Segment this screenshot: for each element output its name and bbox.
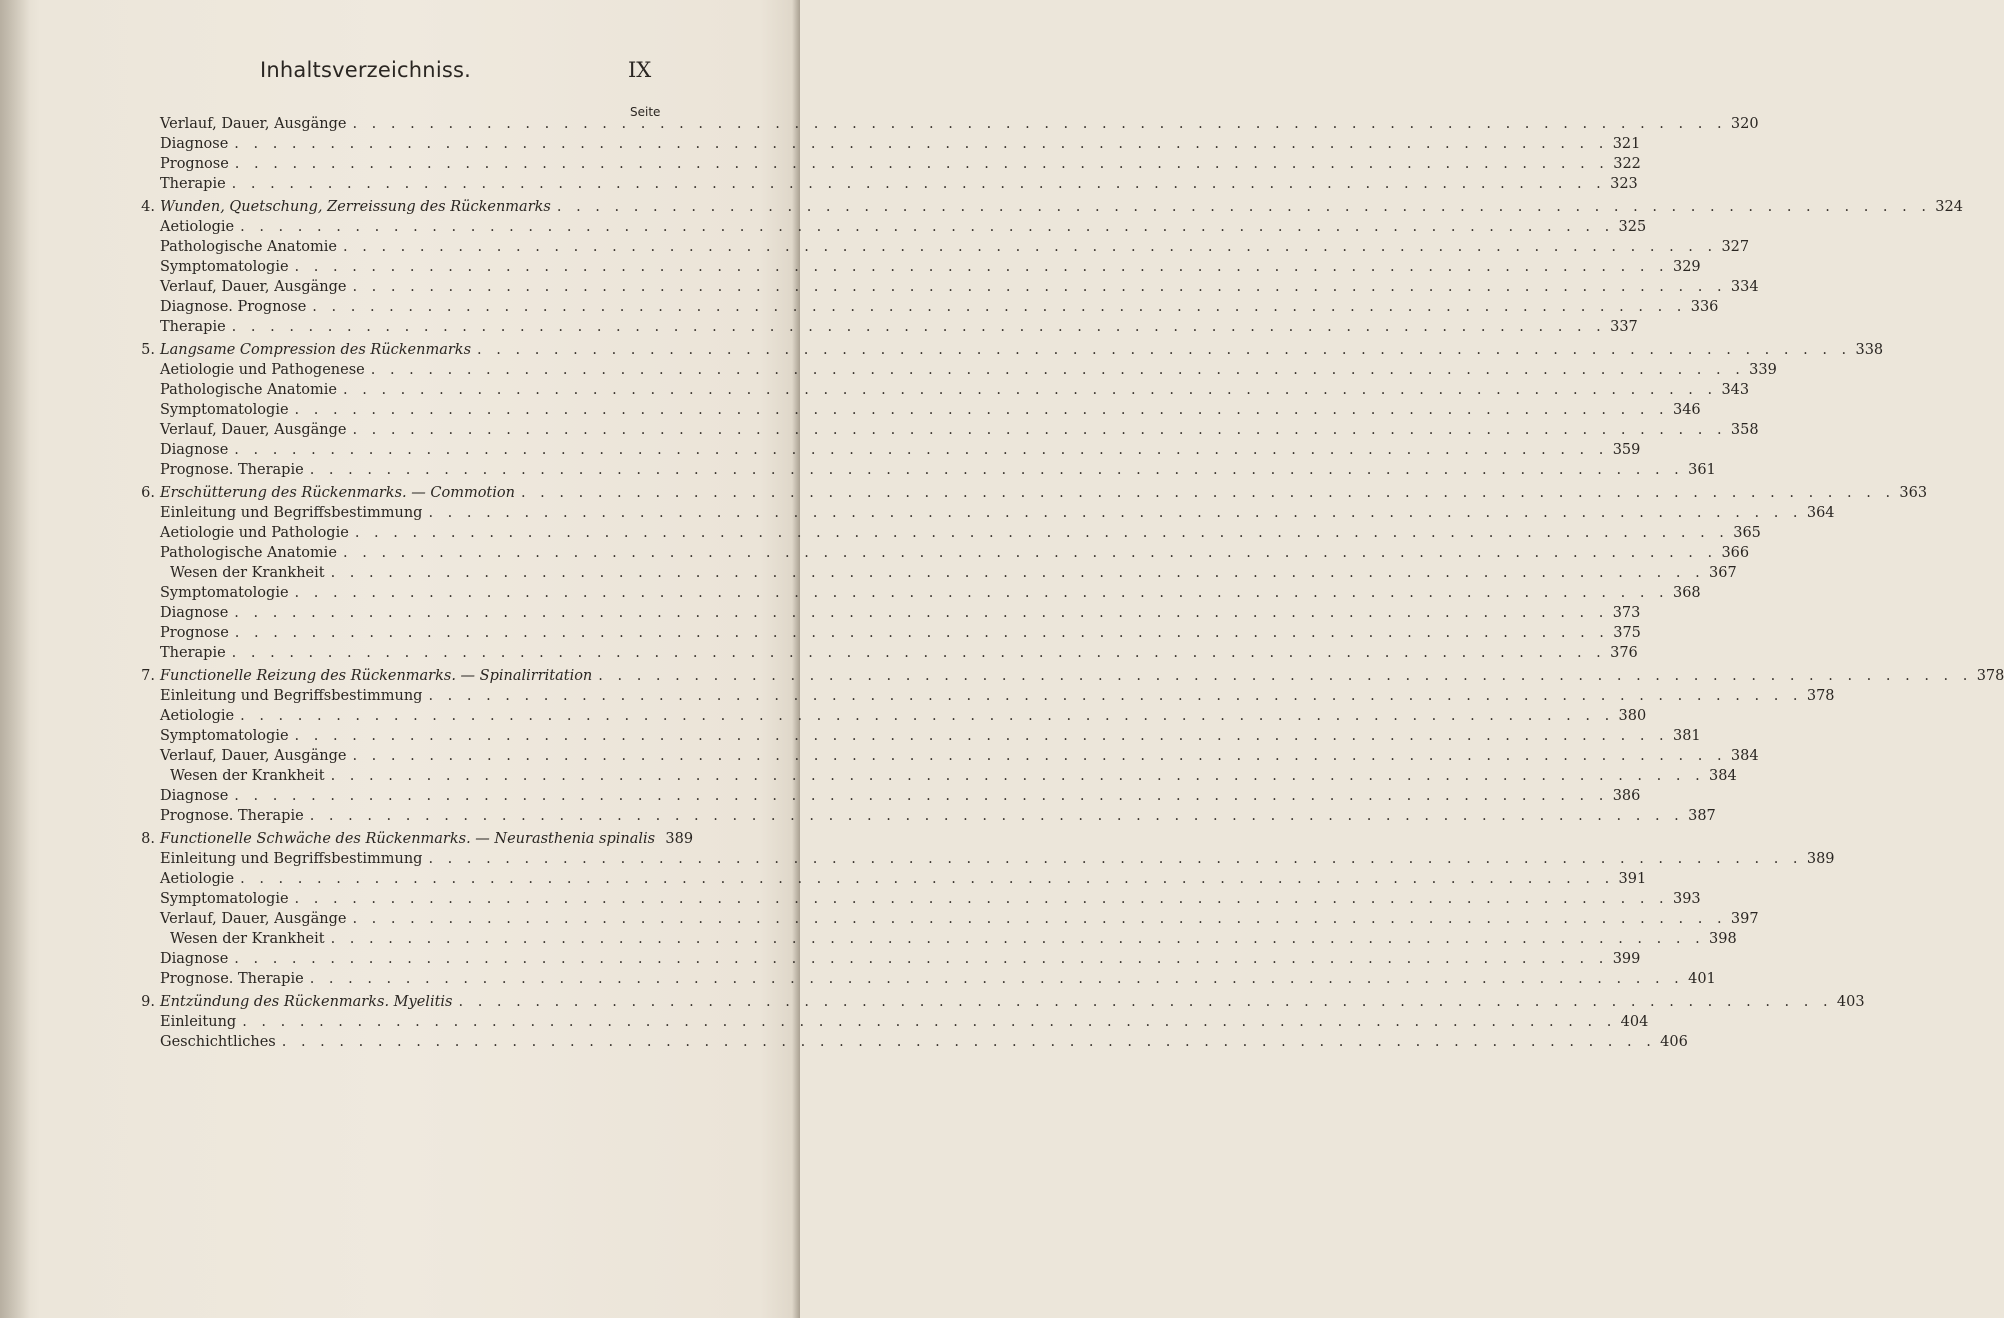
leader-dots [235, 625, 1609, 641]
entry-label: Wesen der Krankheit [170, 768, 325, 784]
entry-page-number: 376 [1610, 645, 1638, 661]
leader-dots [331, 768, 1705, 784]
toc-entry [135, 851, 1835, 871]
entry-label: Therapie [160, 645, 226, 661]
toc-section-entry [135, 342, 1884, 362]
entry-label: Verlauf, Dauer, Ausgänge [160, 279, 347, 295]
entry-label: Symptomatologie [160, 728, 289, 744]
toc-entry [135, 545, 1750, 565]
leader-dots [295, 585, 1669, 601]
leader-dots [428, 688, 1802, 704]
entry-label: Entzündung des Rückenmarks. Myelitis [160, 994, 453, 1010]
leader-dots [234, 605, 1608, 621]
entry-page-number: 359 [1612, 442, 1641, 458]
toc-section-entry [135, 831, 694, 851]
entry-label: Erschütterung des Rückenmarks. — Commotion [160, 485, 515, 501]
entry-label: Prognose. Therapie [160, 808, 304, 824]
entry-page-number: 334 [1730, 279, 1759, 295]
leader-dots [234, 136, 1608, 152]
entry-label: Diagnose [160, 605, 229, 621]
entry-label: Symptomatologie [160, 891, 289, 907]
entry-page-number: 403 [1836, 994, 1865, 1010]
page-column-label: Seite [630, 105, 661, 119]
leader-dots [352, 748, 1726, 764]
entry-page-number: 393 [1672, 891, 1701, 907]
entry-label: Diagnose. Prognose [160, 299, 307, 315]
leader-dots [598, 668, 1972, 684]
leader-dots [232, 176, 1606, 192]
leader-dots [343, 239, 1717, 255]
toc-entry [135, 116, 1759, 136]
toc-entry [135, 645, 1638, 665]
toc-entry [135, 708, 1647, 728]
entry-page-number: 373 [1612, 605, 1641, 621]
leader-dots [521, 485, 1895, 501]
page-number: IX [628, 58, 652, 82]
section-number: 4. [141, 199, 155, 215]
leader-dots [331, 565, 1705, 581]
toc-entry [135, 1034, 1688, 1054]
entry-page-number: 366 [1721, 545, 1750, 561]
leader-dots [352, 911, 1726, 927]
entry-label: Prognose [160, 625, 229, 641]
entry-page-number: 399 [1612, 951, 1641, 967]
toc-entry [135, 951, 1641, 971]
entry-page-number: 358 [1730, 422, 1759, 438]
entry-page-number: 367 [1709, 565, 1737, 581]
leader-dots [295, 728, 1669, 744]
entry-page-number: 391 [1618, 871, 1647, 887]
entry-page-number: 387 [1688, 808, 1716, 824]
toc-entry [135, 1014, 1649, 1034]
leader-dots [352, 422, 1726, 438]
leader-dots [235, 156, 1609, 172]
entry-page-number: 321 [1612, 136, 1641, 152]
entry-label: Symptomatologie [160, 402, 289, 418]
leader-dots [295, 891, 1669, 907]
entry-page-number: 327 [1721, 239, 1750, 255]
leader-dots [234, 951, 1608, 967]
toc-entry [135, 259, 1701, 279]
entry-label: Prognose [160, 156, 229, 172]
toc-entry [135, 239, 1750, 259]
leader-dots [477, 342, 1851, 358]
entry-page-number: 378 [1976, 668, 2004, 684]
entry-label: Pathologische Anatomie [160, 545, 338, 561]
entry-page-number: 323 [1610, 176, 1638, 192]
leader-dots [232, 645, 1606, 661]
section-number: 8. [141, 831, 155, 847]
entry-page-number: 365 [1733, 525, 1761, 541]
entry-page-number: 375 [1613, 625, 1641, 641]
toc-section-entry [135, 994, 1865, 1014]
entry-page-number: 384 [1709, 768, 1737, 784]
entry-label: Therapie [160, 319, 226, 335]
entry-page-number: 361 [1688, 462, 1716, 478]
entry-label: Functionelle Reizung des Rückenmarks. — Spinalirritation [160, 668, 593, 684]
entry-label: Aetiologie [160, 708, 235, 724]
leader-dots [295, 259, 1669, 275]
leader-dots [240, 708, 1614, 724]
entry-page-number: 325 [1618, 219, 1647, 235]
entry-label: Verlauf, Dauer, Ausgänge [160, 422, 347, 438]
leader-dots [355, 525, 1729, 541]
entry-label: Wunden, Quetschung, Zerreissung des Rückenmarks [160, 199, 551, 215]
entry-label: Symptomatologie [160, 259, 289, 275]
toc-entry [135, 382, 1750, 402]
leader-dots [459, 994, 1833, 1010]
leader-dots [240, 219, 1614, 235]
toc-entry [135, 176, 1638, 196]
entry-page-number: 381 [1672, 728, 1701, 744]
entry-page-number: 398 [1709, 931, 1737, 947]
toc-entry [135, 748, 1759, 768]
leader-dots [428, 505, 1802, 521]
entry-label: Aetiologie [160, 219, 235, 235]
entry-page-number: 322 [1613, 156, 1641, 172]
entry-label: Einleitung und Begriffsbestimmung [160, 688, 423, 704]
entry-page-number: 384 [1730, 748, 1759, 764]
entry-label: Pathologische Anatomie [160, 382, 338, 398]
toc-entry [135, 808, 1716, 828]
entry-page-number: 397 [1730, 911, 1759, 927]
toc-entry [135, 688, 1835, 708]
entry-page-number: 338 [1855, 342, 1884, 358]
entry-label: Pathologische Anatomie [160, 239, 338, 255]
leader-dots [234, 442, 1608, 458]
entry-page-number: 378 [1806, 688, 1835, 704]
entry-page-number: 389 [665, 831, 694, 847]
entry-page-number: 320 [1730, 116, 1759, 132]
entry-page-number: 368 [1672, 585, 1701, 601]
leader-dots [310, 808, 1684, 824]
toc-entry [135, 319, 1638, 339]
leader-dots [428, 851, 1802, 867]
entry-page-number: 343 [1721, 382, 1750, 398]
entry-label: Aetiologie und Pathologie [160, 525, 349, 541]
entry-label: Verlauf, Dauer, Ausgänge [160, 116, 347, 132]
toc-entry [135, 728, 1701, 748]
leader-dots [234, 788, 1608, 804]
toc-entry [135, 362, 1777, 382]
toc-entry [135, 299, 1719, 319]
leader-dots [352, 279, 1726, 295]
entry-label: Prognose. Therapie [160, 462, 304, 478]
entry-label: Diagnose [160, 136, 229, 152]
entry-page-number: 406 [1660, 1034, 1688, 1050]
entry-label: Geschichtliches [160, 1034, 276, 1050]
entry-label: Einleitung [160, 1014, 237, 1030]
toc-entry [135, 788, 1641, 808]
entry-label: Langsame Compression des Rückenmarks [160, 342, 472, 358]
entry-label: Prognose. Therapie [160, 971, 304, 987]
leader-dots [371, 362, 1745, 378]
leader-dots [310, 971, 1684, 987]
toc-entry [135, 442, 1641, 462]
entry-page-number: 389 [1806, 851, 1835, 867]
entry-label: Aetiologie und Pathogenese [160, 362, 365, 378]
leader-dots [352, 116, 1726, 132]
toc-entry [135, 505, 1835, 525]
entry-label: Verlauf, Dauer, Ausgänge [160, 748, 347, 764]
toc-entry [135, 279, 1759, 299]
entry-label: Functionelle Schwäche des Rückenmarks. — Neurasthenia spinalis [160, 831, 656, 847]
entry-label: Wesen der Krankheit [170, 565, 325, 581]
section-number: 9. [141, 994, 155, 1010]
entry-page-number: 404 [1620, 1014, 1649, 1030]
entry-page-number: 363 [1899, 485, 1928, 501]
toc-entry [135, 525, 1761, 545]
leader-dots [312, 299, 1686, 315]
entry-label: Verlauf, Dauer, Ausgänge [160, 911, 347, 927]
section-number: 6. [141, 485, 155, 501]
toc-entry [135, 565, 1737, 585]
entry-page-number: 364 [1806, 505, 1835, 521]
entry-label: Einleitung und Begriffsbestimmung [160, 505, 423, 521]
entry-page-number: 337 [1610, 319, 1638, 335]
entry-label: Therapie [160, 176, 226, 192]
entry-page-number: 380 [1618, 708, 1647, 724]
section-number: 5. [141, 342, 155, 358]
entry-label: Wesen der Krankheit [170, 931, 325, 947]
toc-entry [135, 971, 1716, 991]
table-of-contents [135, 116, 2004, 1054]
leader-dots [310, 462, 1684, 478]
entry-page-number: 386 [1612, 788, 1641, 804]
toc-entry [135, 136, 1641, 156]
leader-dots [232, 319, 1606, 335]
toc-entry [135, 462, 1716, 482]
entry-page-number: 346 [1672, 402, 1701, 418]
entry-label: Diagnose [160, 951, 229, 967]
leader-dots [242, 1014, 1616, 1030]
toc-entry [135, 219, 1647, 239]
binding-shadow [0, 0, 30, 1318]
toc-entry [135, 422, 1759, 442]
toc-entry [135, 891, 1701, 911]
toc-entry [135, 768, 1737, 788]
entry-label: Diagnose [160, 442, 229, 458]
entry-page-number: 336 [1690, 299, 1719, 315]
entry-page-number: 329 [1672, 259, 1701, 275]
toc-entry [135, 402, 1701, 422]
entry-label: Einleitung und Begriffsbestimmung [160, 851, 423, 867]
entry-page-number: 339 [1749, 362, 1777, 378]
toc-section-entry [135, 199, 1963, 219]
leader-dots [282, 1034, 1656, 1050]
entry-page-number: 324 [1935, 199, 1963, 215]
leader-dots [557, 199, 1931, 215]
running-title: Inhaltsverzeichniss. [260, 58, 472, 82]
toc-entry [135, 605, 1641, 625]
toc-section-entry [135, 485, 1928, 505]
toc-entry [135, 931, 1737, 951]
leader-dots [240, 871, 1614, 887]
toc-entry [135, 625, 1641, 645]
entry-label: Symptomatologie [160, 585, 289, 601]
toc-entry [135, 911, 1759, 931]
running-head [0, 50, 800, 90]
entry-label: Aetiologie [160, 871, 235, 887]
toc-entry [135, 156, 1641, 176]
toc-section-entry [135, 668, 2004, 688]
leader-dots [343, 382, 1717, 398]
section-number: 7. [141, 668, 155, 684]
entry-page-number: 401 [1688, 971, 1716, 987]
toc-entry [135, 585, 1701, 605]
toc-entry [135, 871, 1647, 891]
leader-dots [295, 402, 1669, 418]
leader-dots [331, 931, 1705, 947]
entry-label: Diagnose [160, 788, 229, 804]
leader-dots [343, 545, 1717, 561]
